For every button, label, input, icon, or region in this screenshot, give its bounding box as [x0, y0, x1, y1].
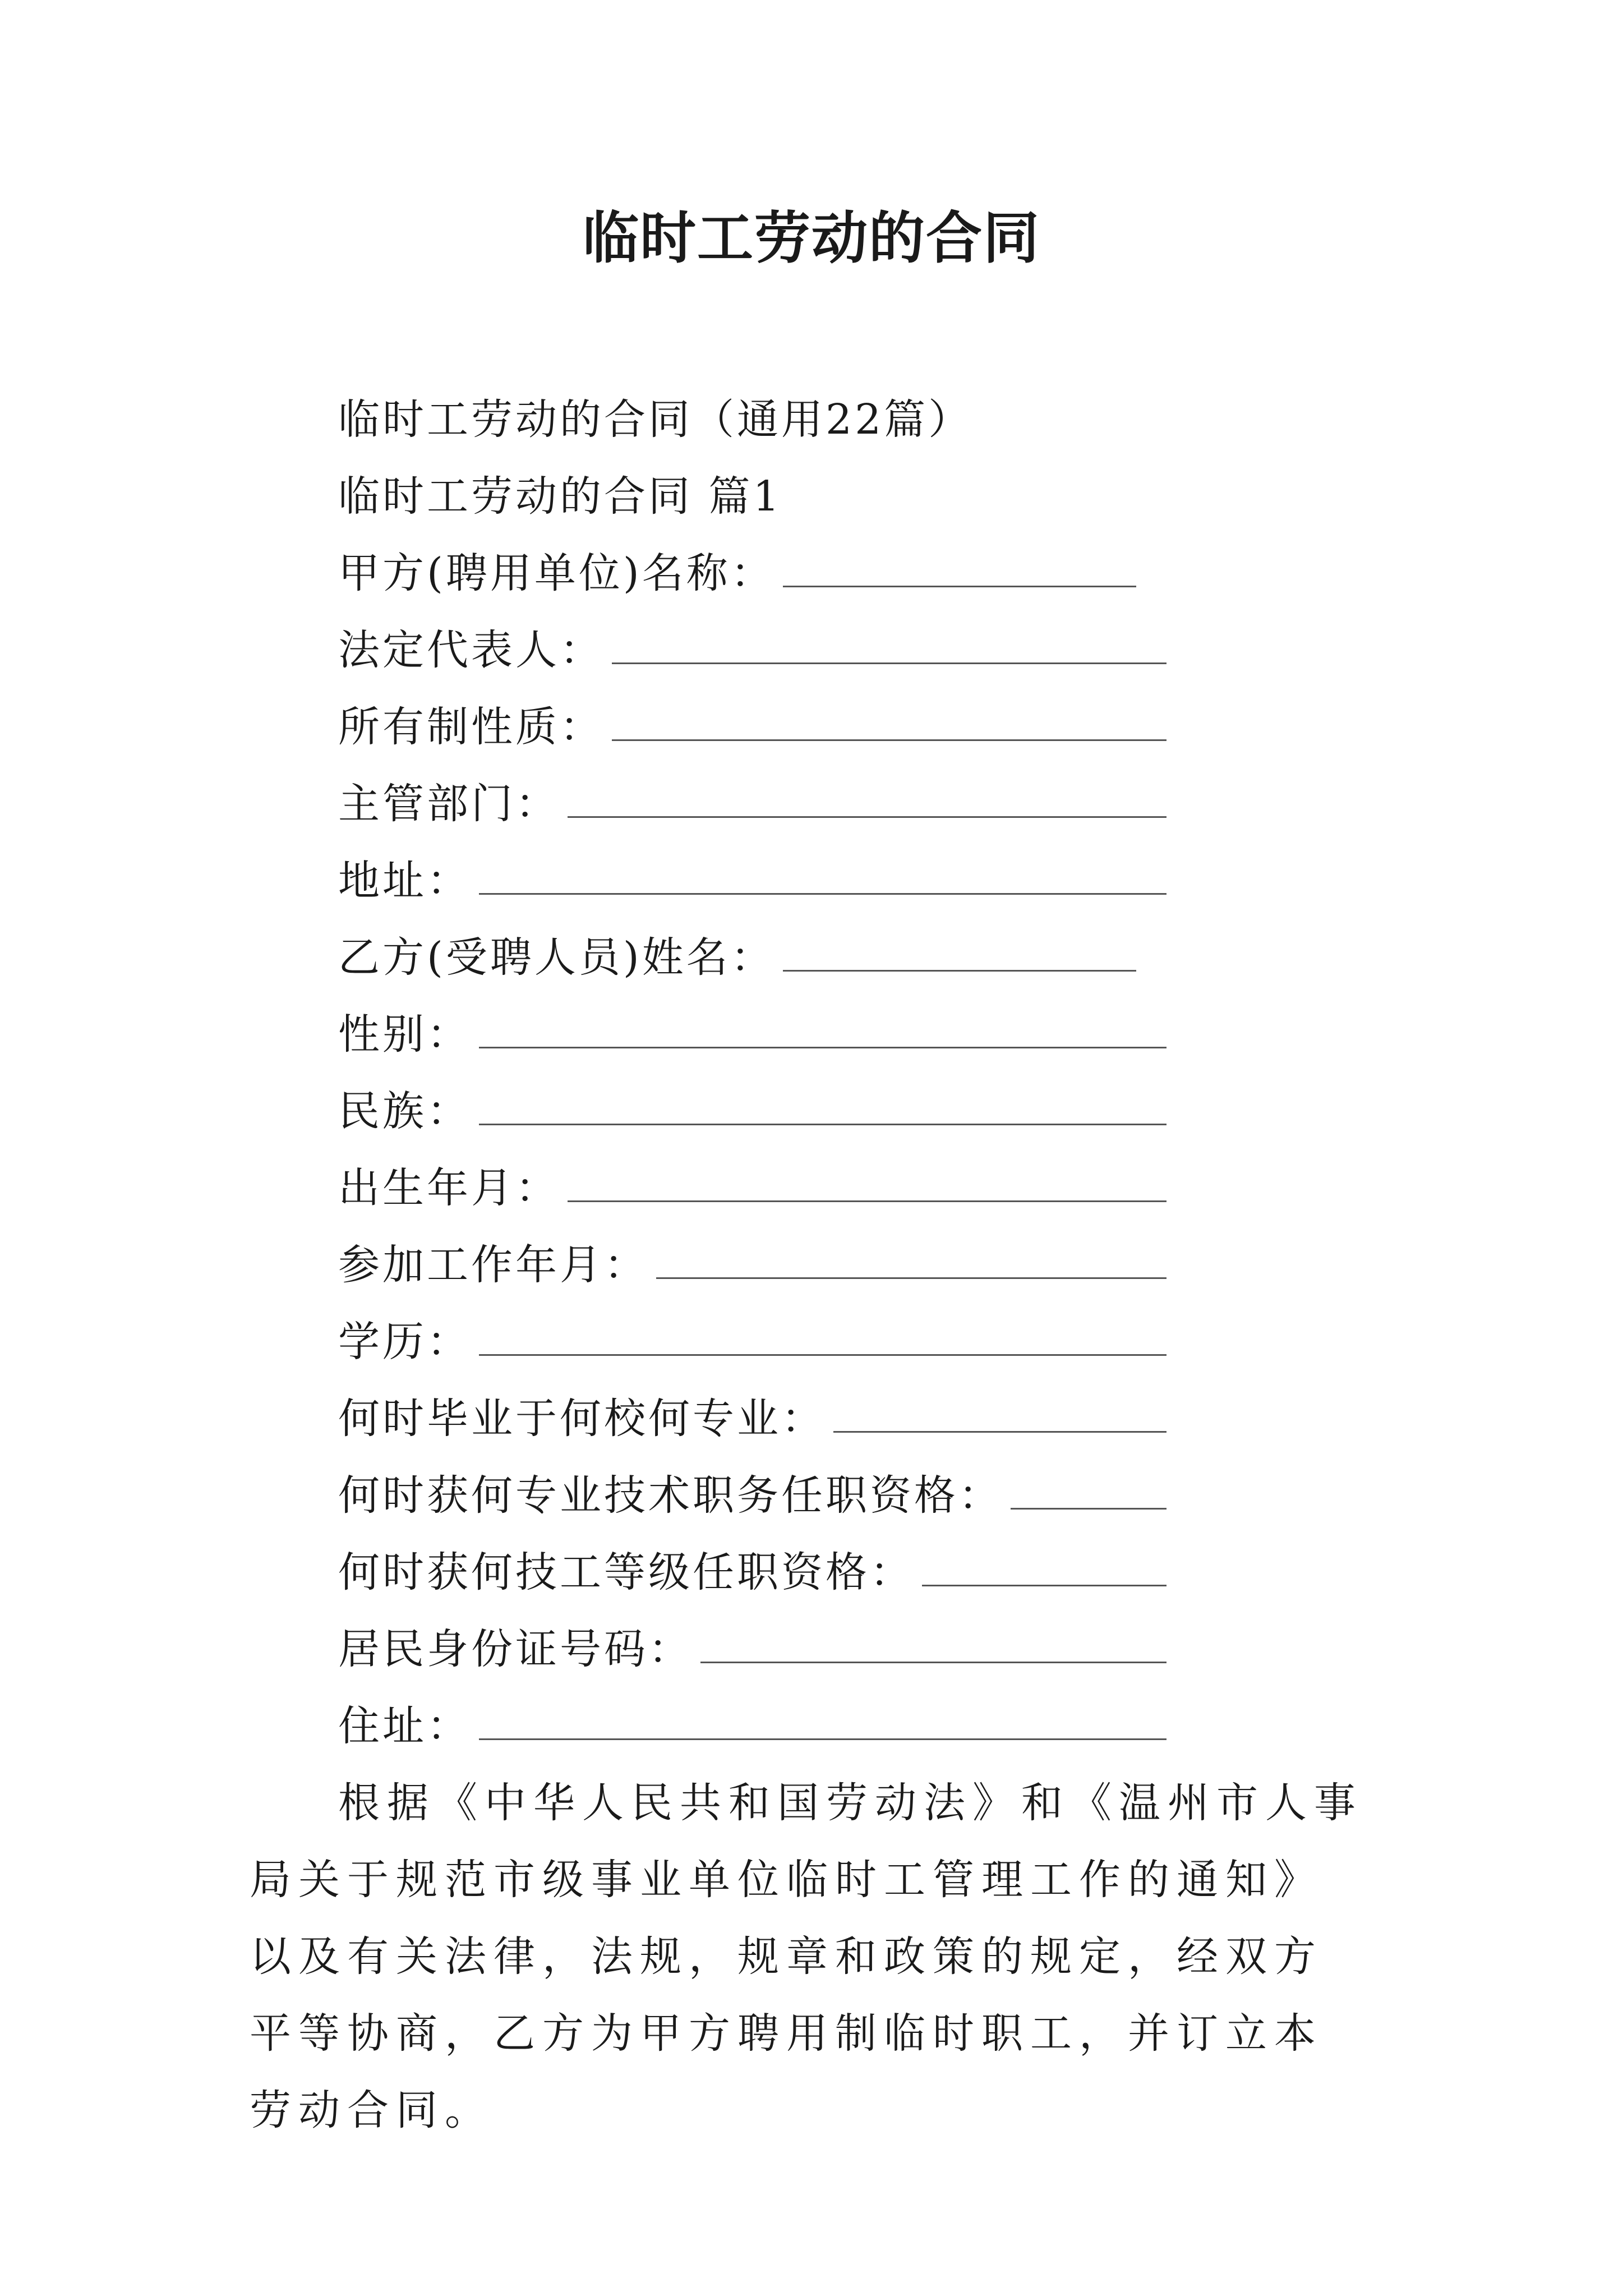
fill-in-blank[interactable] [479, 1354, 1166, 1356]
field-graduation [250, 1381, 1382, 1457]
fill-in-blank[interactable] [700, 1662, 1166, 1663]
field-professional-qualification [250, 1457, 1382, 1534]
fill-in-blank[interactable] [783, 970, 1136, 972]
body-paragraph: 根据《中华人民共和国劳动法》和《温州市人事局关于规范市级事业单位临时工管理工作的通知》以及有关法律，法规，规章和政策的规定，经双方平等协商，乙方为甲方聘用制临时职工，并订立本劳动合同。 [250, 1779, 1363, 2134]
field-ethnicity [250, 1073, 1382, 1150]
field-technical-grade [250, 1534, 1382, 1611]
fill-in-blank[interactable] [479, 1047, 1166, 1048]
field-label: 参加工作年月： [338, 1241, 648, 1289]
fill-in-blank[interactable] [612, 662, 1166, 664]
field-label: 所有制性质： [338, 703, 604, 751]
field-employee-name [250, 919, 1382, 996]
fill-in-blank[interactable] [479, 1124, 1166, 1125]
document-body [250, 381, 1382, 2149]
field-label: 住址： [338, 1702, 471, 1750]
field-label: 居民身份证号码： [338, 1625, 693, 1673]
field-supervising-department [250, 766, 1382, 843]
field-education [250, 1304, 1382, 1381]
field-birth-date [250, 1150, 1382, 1227]
field-label: 何时获何技工等级任职资格： [338, 1548, 914, 1596]
field-work-start-date [250, 1227, 1382, 1304]
field-id-number [250, 1611, 1382, 1688]
section-heading: 临时工劳动的合同 篇1 [338, 472, 782, 521]
field-gender [250, 996, 1382, 1073]
field-label: 主管部门： [338, 780, 560, 828]
field-label: 出生年月： [338, 1164, 560, 1212]
field-home-address [250, 1688, 1382, 1765]
fill-in-blank[interactable] [568, 1200, 1166, 1202]
fill-in-blank[interactable] [1011, 1508, 1166, 1510]
field-label: 民族： [338, 1087, 471, 1135]
fill-in-blank[interactable] [783, 586, 1136, 587]
field-employer-address [250, 843, 1382, 919]
field-employer-name [250, 535, 1382, 612]
field-label: 何时获何专业技术职务任职资格： [338, 1471, 1003, 1520]
field-label: 地址： [338, 857, 471, 905]
field-label: 性别： [338, 1010, 471, 1059]
fill-in-blank[interactable] [612, 739, 1166, 741]
fill-in-blank[interactable] [568, 816, 1166, 818]
fill-in-blank[interactable] [922, 1585, 1166, 1586]
field-ownership-type [250, 689, 1382, 766]
document-subtitle: 临时工劳动的合同（通用22篇） [338, 395, 973, 444]
fill-in-blank[interactable] [479, 1738, 1166, 1740]
fill-in-blank[interactable] [656, 1277, 1166, 1279]
field-label: 法定代表人： [338, 626, 604, 674]
page-title: 临时工劳动的合同 [583, 205, 1040, 271]
fill-in-blank[interactable] [479, 893, 1166, 895]
fill-in-blank[interactable] [833, 1431, 1166, 1433]
field-label: 学历： [338, 1318, 471, 1366]
field-label: 甲方(聘用单位)名称： [338, 549, 775, 597]
field-label: 乙方(受聘人员)姓名： [338, 933, 775, 982]
field-label: 何时毕业于何校何专业： [338, 1395, 826, 1443]
field-legal-representative [250, 612, 1382, 689]
